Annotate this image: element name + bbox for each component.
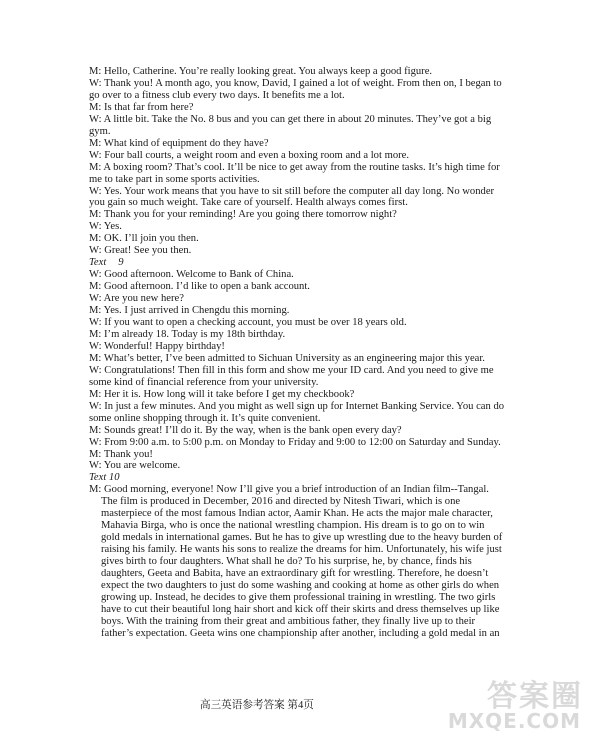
dialogue-line: W: A little bit. Take the No. 8 bus and you can get there in about 20 minutes. They’ve got a big — [89, 113, 492, 125]
dialogue-line: W: Thank you! A month ago, you know, David, I gained a lot of weight. From then on, I began to — [89, 77, 502, 89]
paragraph-line: masterpiece of the most famous Indian actor, Aamir Khan. He acts the major male character, — [101, 508, 493, 520]
dialogue-line: some online shopping through it. It’s quite convenient. — [89, 412, 321, 424]
dialogue-line: M: Her it is. How long will it take before I get my checkbook? — [89, 388, 355, 400]
section-heading-number: 9 — [118, 257, 124, 269]
paragraph-line: gives birth to four daughters. What shall he do? To his surprise, he, by chance, finds his — [101, 556, 472, 568]
watermark-top-text: 答案圈 — [487, 679, 583, 714]
dialogue-line: you gain so much weight. Take care of yourself. Health always comes first. — [89, 197, 408, 209]
document-body — [89, 66, 569, 640]
dialogue-line: M: Hello, Catherine. You’re really looking great. You always keep a good figure. — [89, 66, 433, 77]
paragraph-line: growing up. Instead, he decides to give them professional training in wrestling. The two girls — [101, 591, 496, 603]
dialogue-line: M: I’m already 18. Today is my 18th birthday. — [89, 328, 286, 340]
dialogue-line: some kind of financial reference from your university. — [89, 376, 319, 388]
dialogue-line: W: Are you new here? — [89, 293, 184, 305]
paragraph-line: daughters, Geeta and Babita, have an extraordinary gift for wrestling. Therefore, he doesn’t — [101, 568, 489, 580]
paragraph-line: father’s expectation. Geeta wins one championship after another, including a gold medal in an — [101, 627, 500, 639]
dialogue-line: M: What’s better, I’ve been admitted to Sichuan University as an engineering major this year. — [89, 352, 485, 364]
dialogue-line: M: Is that far from here? — [89, 101, 194, 113]
section-heading-label: Text — [89, 257, 107, 269]
paragraph-line: raising his family. He wants his sons to realize the dreams for him. Unfortunately, his wife just — [101, 544, 502, 556]
dialogue-line: M: OK. I’ll join you then. — [89, 233, 199, 245]
section-heading-label: Text 10 — [89, 472, 120, 484]
dialogue-line: W: You are welcome. — [89, 460, 181, 472]
dialogue-line: W: Great! See you then. — [89, 245, 192, 257]
dialogue-line: gym. — [89, 125, 111, 137]
dialogue-line: M: Thank you for your reminding! Are you going there tomorrow night? — [89, 209, 397, 221]
dialogue-line: W: Congratulations! Then fill in this form and show me your ID card. And you need to give me — [89, 364, 494, 376]
paragraph-line: boys. With the training from their great and ambitious father, they finally live up to their — [101, 615, 476, 627]
watermark-bottom-text: MXQE.COM — [447, 709, 581, 733]
dialogue-line: M: Sounds great! I’ll do it. By the way, when is the bank open every day? — [89, 424, 402, 436]
dialogue-line: W: Good afternoon. Welcome to Bank of China. — [89, 269, 294, 281]
dialogue-line: W: If you want to open a checking account, you must be over 18 years old. — [89, 317, 407, 329]
dialogue-line: W: Wonderful! Happy birthday! — [89, 340, 225, 352]
dialogue-line: W: In just a few minutes. And you might as well sign up for Internet Banking Service. You can do — [89, 400, 505, 412]
paragraph-line: The film is produced in December, 2016 and directed by Nitesh Tiwari, which is one — [101, 496, 461, 508]
dialogue-line: W: Four ball courts, a weight room and even a boxing room and a lot more. — [89, 149, 409, 161]
dialogue-line: M: What kind of equipment do they have? — [89, 137, 269, 149]
section-heading — [89, 472, 569, 484]
dialogue-line: M: Good afternoon. I’d like to open a bank account. — [89, 281, 310, 293]
dialogue-line: M: Good morning, everyone! Now I’ll give you a brief introduction of an Indian film--Tangal. — [89, 484, 489, 496]
watermark-logo — [437, 671, 587, 733]
section-heading — [89, 257, 569, 269]
paragraph-line: gold medals in international games. But he has to give up wrestling due to the heavy burden of — [101, 532, 503, 544]
dialogue-line: M: Yes. I just arrived in Chengdu this morning. — [89, 305, 290, 317]
dialogue-line: W: Yes. — [89, 221, 122, 233]
dialogue-line: M: Thank you! — [89, 448, 153, 460]
dialogue-line: me to take part in some sports activities. — [89, 173, 260, 185]
paragraph-line: expect the two daughters to just do some washing and cooking at home as other girls do when — [101, 579, 500, 591]
dialogue-line: W: From 9:00 a.m. to 5:00 p.m. on Monday to Friday and 9:00 to 12:00 on Saturday and Sunday. — [89, 436, 501, 448]
dialogue-line: M: A boxing room? That’s cool. It’ll be nice to get away from the routine tasks. It’s high time for — [89, 161, 500, 173]
paragraph-line: Mahavia Birga, who is once the national wrestling champion. His dream is to go on to win — [101, 520, 485, 532]
page-footer: 高三英语参考答案 第4页 — [200, 700, 314, 711]
paragraph-line: have to cut their beautiful long hair short and kick off their skirts and dress themselves up like — [101, 603, 500, 615]
dialogue-line: go over to a fitness club every two days. It benefits me a lot. — [89, 89, 345, 101]
dialogue-line: W: Yes. Your work means that you have to sit still before the computer all day long. No wonder — [89, 185, 495, 197]
